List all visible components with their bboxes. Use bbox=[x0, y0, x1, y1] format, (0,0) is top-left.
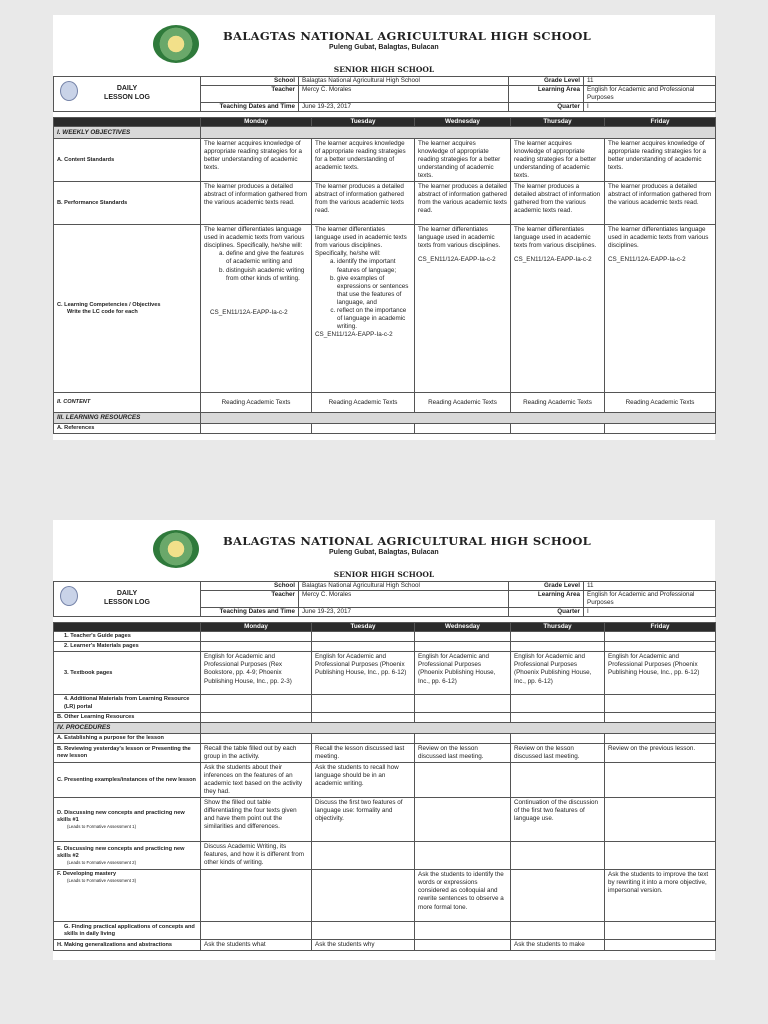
step-c-thu bbox=[511, 763, 605, 798]
step-e-sub: (Leads to Formative Assessment 2) bbox=[67, 860, 137, 866]
school-address: Puleng Gubat, Balagtas, Bulacan bbox=[329, 549, 439, 556]
info-table bbox=[53, 581, 716, 617]
procedures-table bbox=[53, 622, 716, 951]
objectives-table bbox=[53, 117, 716, 434]
performance-standards-fri: The learner produces a detailed abstract of information gathered from the various academic texts read. bbox=[605, 182, 716, 225]
step-h-mon: Ask the students what bbox=[201, 940, 312, 951]
quarter-value: I bbox=[584, 608, 716, 617]
list-item: a. identify the important features of language; bbox=[337, 258, 411, 274]
teacher-label: Teacher bbox=[201, 86, 299, 103]
content-standards-tue: The learner acquires knowledge of appropriate reading strategies for a better understanding of academic texts. bbox=[312, 139, 415, 182]
info-table bbox=[53, 76, 716, 112]
performance-standards-label: B. Performance Standards bbox=[54, 182, 201, 225]
table-cell bbox=[605, 733, 716, 743]
grade-label: Grade Level bbox=[509, 77, 584, 86]
weekly-objectives-heading: I. WEEKLY OBJECTIVES bbox=[54, 127, 201, 139]
area-value: English for Academic and Professional Purposes bbox=[584, 591, 716, 608]
table-cell bbox=[312, 733, 415, 743]
list-item: b. distinguish academic writing from other kinds of writing. bbox=[226, 267, 308, 283]
step-d-title: D. Discussing new concepts and practicing new skills #1 bbox=[57, 809, 185, 823]
table-cell bbox=[312, 712, 415, 722]
content-fri: Reading Academic Texts bbox=[605, 393, 716, 413]
day-header-row bbox=[54, 623, 716, 632]
quarter-label: Quarter bbox=[509, 103, 584, 112]
content-standards-mon: The learner acquires knowledge of appropriate reading strategies for a better understanding of academic texts. bbox=[201, 139, 312, 182]
division-title: SENIOR HIGH SCHOOL bbox=[333, 65, 435, 74]
table-cell bbox=[605, 642, 716, 652]
competencies-tue-list bbox=[315, 258, 411, 330]
teacher-label: Teacher bbox=[201, 591, 299, 608]
competencies-tue-code: CS_EN11/12A-EAPP-Ia-c-2 bbox=[315, 330, 393, 338]
dates-label: Teaching Dates and Time bbox=[201, 608, 299, 617]
table-cell bbox=[511, 642, 605, 652]
school-label: School bbox=[201, 77, 299, 86]
table-cell bbox=[201, 632, 312, 642]
grade-label: Grade Level bbox=[509, 582, 584, 591]
day-header-row bbox=[54, 118, 716, 127]
textbook-tue: English for Academic and Professional Purposes (Phoenix Publishing House, Inc., pp. 6-12) bbox=[312, 652, 415, 695]
competencies-fri-code: CS_EN11/12A-EAPP-Ia-c-2 bbox=[608, 256, 686, 264]
other-resources-label: B. Other Learning Resources bbox=[54, 712, 201, 722]
step-b-label: B. Reviewing yesterday's lesson or Presenting the new lesson bbox=[54, 744, 201, 763]
step-f-label bbox=[54, 870, 201, 922]
step-h-tue: Ask the students why bbox=[312, 940, 415, 951]
school-name: BALAGTAS NATIONAL AGRICULTURAL HIGH SCHOOL bbox=[223, 534, 592, 548]
day-header-blank bbox=[54, 623, 201, 632]
step-d-mon: Show the filled out table differentiating the four texts given and have them point out the similarities and differences. bbox=[201, 798, 312, 842]
table-cell bbox=[511, 922, 605, 940]
step-d-wed bbox=[415, 798, 511, 842]
references-mon bbox=[201, 424, 312, 434]
step-f-sub: (Leads to Formative Assessment 3) bbox=[67, 878, 137, 884]
competencies-fri-text: The learner differentiates language used in academic texts from various disciplines. bbox=[608, 226, 709, 250]
textbook-wed: English for Academic and Professional Purposes (Phoenix Publishing House, Inc., pp. 6-12) bbox=[415, 652, 511, 695]
learning-resources-heading: III. LEARNING RESOURCES bbox=[54, 413, 201, 424]
competencies-mon bbox=[201, 225, 312, 393]
day-friday: Friday bbox=[605, 118, 716, 127]
learners-materials-label: 2. Learner's Materials pages bbox=[54, 642, 201, 652]
school-seal-icon bbox=[153, 25, 199, 63]
step-f-fri: Ask the students to improve the text by rewriting it into a more objective, impersonal version. bbox=[605, 870, 716, 922]
step-b-fri: Review on the previous lesson. bbox=[605, 744, 716, 763]
day-wednesday: Wednesday bbox=[415, 118, 511, 127]
day-monday: Monday bbox=[201, 623, 312, 632]
table-cell bbox=[201, 642, 312, 652]
dll-title-line2: LESSON LOG bbox=[104, 94, 150, 102]
textbook-mon: English for Academic and Professional Purposes (Rex Bookstore, pp. 4-9; Phoenix Publishing House, Inc., pp. 2-3) bbox=[201, 652, 312, 695]
procedures-heading: IV. PROCEDURES bbox=[54, 722, 201, 733]
step-c-wed bbox=[415, 763, 511, 798]
step-c-fri bbox=[605, 763, 716, 798]
competencies-sublabel: Write the LC code for each bbox=[67, 308, 138, 315]
dates-value: June 19-23, 2017 bbox=[299, 608, 509, 617]
content-thu: Reading Academic Texts bbox=[511, 393, 605, 413]
day-tuesday: Tuesday bbox=[312, 118, 415, 127]
school-header bbox=[53, 15, 715, 67]
competencies-tue-intro: The learner differentiates language used in academic texts from various disciplines. Specifically, he/she will: bbox=[315, 226, 407, 258]
lesson-log-page-2 bbox=[53, 520, 715, 960]
day-header-blank bbox=[54, 118, 201, 127]
school-seal-icon bbox=[153, 530, 199, 568]
step-e-mon: Discuss Academic Writing, its features, and how it is different from other kinds of writing. bbox=[201, 842, 312, 870]
division-title: SENIOR HIGH SCHOOL bbox=[333, 570, 435, 579]
school-name: BALAGTAS NATIONAL AGRICULTURAL HIGH SCHOOL bbox=[223, 29, 592, 43]
area-label: Learning Area bbox=[509, 86, 584, 103]
step-h-fri bbox=[605, 940, 716, 951]
day-wednesday: Wednesday bbox=[415, 623, 511, 632]
step-e-label bbox=[54, 842, 201, 870]
competencies-tue bbox=[312, 225, 415, 393]
weekly-objectives-band bbox=[201, 127, 716, 139]
step-d-thu: Continuation of the discussion of the first two features of language use. bbox=[511, 798, 605, 842]
competencies-fri bbox=[605, 225, 716, 393]
procedures-band bbox=[201, 722, 716, 733]
step-e-fri bbox=[605, 842, 716, 870]
table-cell bbox=[201, 922, 312, 940]
step-f-wed: Ask the students to identify the words or expressions considered as colloquial and rewrite sentences to observe a more formal tone. bbox=[415, 870, 511, 922]
deped-seal-icon bbox=[60, 81, 78, 101]
competencies-wed-code: CS_EN11/12A-EAPP-Ia-c-2 bbox=[418, 256, 496, 264]
step-d-tue: Discuss the first two features of language use: formality and objectivity. bbox=[312, 798, 415, 842]
competencies-wed bbox=[415, 225, 511, 393]
references-thu bbox=[511, 424, 605, 434]
table-cell bbox=[511, 632, 605, 642]
textbook-fri: English for Academic and Professional Purposes (Phoenix Publishing House, Inc., pp. 6-12) bbox=[605, 652, 716, 695]
step-e-title: E. Discussing new concepts and practicing new skills #2 bbox=[57, 845, 185, 859]
teachers-guide-label: 1. Teacher's Guide pages bbox=[54, 632, 201, 642]
dates-value: June 19-23, 2017 bbox=[299, 103, 509, 112]
competencies-thu-code: CS_EN11/12A-EAPP-Ia-c-2 bbox=[514, 256, 592, 264]
dll-title-line1: DAILY bbox=[116, 85, 138, 93]
competencies-title: C. Learning Competencies / Objectives bbox=[57, 301, 161, 308]
area-label: Learning Area bbox=[509, 591, 584, 608]
table-cell bbox=[201, 712, 312, 722]
competencies-label bbox=[54, 225, 201, 393]
step-c-tue: Ask the students to recall how language should be in an academic writing. bbox=[312, 763, 415, 798]
step-b-mon: Recall the table filled out by each group in the activity. bbox=[201, 744, 312, 763]
table-cell bbox=[415, 632, 511, 642]
competencies-mon-intro: The learner differentiates language used in academic texts from various disciplines. Specifically, he/she will: bbox=[204, 226, 305, 250]
table-cell bbox=[415, 922, 511, 940]
step-e-thu bbox=[511, 842, 605, 870]
table-cell bbox=[511, 695, 605, 712]
references-tue bbox=[312, 424, 415, 434]
step-h-label: H. Making generalizations and abstractions bbox=[54, 940, 201, 951]
step-b-tue: Recall the lesson discussed last meeting. bbox=[312, 744, 415, 763]
competencies-thu-text: The learner differentiates language used in academic texts from various disciplines. bbox=[514, 226, 597, 250]
dll-title bbox=[54, 77, 201, 112]
table-cell bbox=[511, 733, 605, 743]
content-mon: Reading Academic Texts bbox=[201, 393, 312, 413]
table-cell bbox=[415, 712, 511, 722]
table-cell bbox=[605, 712, 716, 722]
table-cell bbox=[605, 695, 716, 712]
table-cell bbox=[415, 733, 511, 743]
dll-title-line1: DAILY bbox=[116, 590, 138, 598]
performance-standards-wed: The learner produces a detailed abstract of information gathered from the various academic texts read. bbox=[415, 182, 511, 225]
quarter-label: Quarter bbox=[509, 608, 584, 617]
content-standards-wed: The learner acquires knowledge of appropriate reading strategies for a better understanding of academic texts. bbox=[415, 139, 511, 182]
step-h-thu: Ask the students to make bbox=[511, 940, 605, 951]
content-standards-fri: The learner acquires knowledge of appropriate reading strategies for a better understanding of academic texts. bbox=[605, 139, 716, 182]
additional-materials-label: 4. Additional Materials from Learning Resource (LR) portal bbox=[54, 695, 201, 712]
table-cell bbox=[511, 712, 605, 722]
school-value: Balagtas National Agricultural High School bbox=[299, 582, 509, 591]
day-monday: Monday bbox=[201, 118, 312, 127]
step-h-wed bbox=[415, 940, 511, 951]
content-tue: Reading Academic Texts bbox=[312, 393, 415, 413]
teacher-value: Mercy C. Morales bbox=[299, 86, 509, 103]
list-item: c. reflect on the importance of language in academic writing. bbox=[337, 307, 411, 331]
table-cell bbox=[201, 695, 312, 712]
table-cell bbox=[415, 642, 511, 652]
textbook-label: 3. Textbook pages bbox=[54, 652, 201, 695]
step-g-label: G. Finding practical applications of concepts and skills in daily living bbox=[54, 922, 201, 940]
step-b-wed: Review on the lesson discussed last meeting. bbox=[415, 744, 511, 763]
competencies-thu bbox=[511, 225, 605, 393]
step-e-wed bbox=[415, 842, 511, 870]
step-b-thu: Review on the lesson discussed last meeting. bbox=[511, 744, 605, 763]
step-d-label bbox=[54, 798, 201, 842]
references-wed bbox=[415, 424, 511, 434]
table-cell bbox=[605, 922, 716, 940]
learning-resources-band bbox=[201, 413, 716, 424]
list-item: a. define and give the features of academic writing and bbox=[226, 250, 308, 266]
school-header bbox=[53, 520, 715, 572]
references-label: A. References bbox=[54, 424, 201, 434]
dll-title bbox=[54, 582, 201, 617]
step-f-mon bbox=[201, 870, 312, 922]
dates-label: Teaching Dates and Time bbox=[201, 103, 299, 112]
school-label: School bbox=[201, 582, 299, 591]
table-cell bbox=[312, 642, 415, 652]
deped-seal-icon bbox=[60, 586, 78, 606]
area-value: English for Academic and Professional Purposes bbox=[584, 86, 716, 103]
list-item: b. give examples of expressions or sentences that use the features of language, and bbox=[337, 275, 411, 307]
competencies-mon-code: CS_EN11/12A-EAPP-Ia-c-2 bbox=[210, 308, 288, 316]
day-tuesday: Tuesday bbox=[312, 623, 415, 632]
step-e-tue bbox=[312, 842, 415, 870]
content-wed: Reading Academic Texts bbox=[415, 393, 511, 413]
grade-value: 11 bbox=[584, 582, 716, 591]
step-c-mon: Ask the students about their inferences on the features of an academic text based on the activity they had. bbox=[201, 763, 312, 798]
day-thursday: Thursday bbox=[511, 118, 605, 127]
table-cell bbox=[201, 733, 312, 743]
table-cell bbox=[605, 632, 716, 642]
table-cell bbox=[312, 632, 415, 642]
content-standards-thu: The learner acquires knowledge of appropriate reading strategies for a better understanding of academic texts. bbox=[511, 139, 605, 182]
step-d-fri bbox=[605, 798, 716, 842]
grade-value: 11 bbox=[584, 77, 716, 86]
textbook-thu: English for Academic and Professional Purposes (Phoenix Publishing House, Inc., pp. 6-12) bbox=[511, 652, 605, 695]
school-address: Puleng Gubat, Balagtas, Bulacan bbox=[329, 44, 439, 51]
table-cell bbox=[312, 695, 415, 712]
dll-title-line2: LESSON LOG bbox=[104, 599, 150, 607]
step-a-label: A. Establishing a purpose for the lesson bbox=[54, 733, 201, 743]
performance-standards-mon: The learner produces a detailed abstract of information gathered from the various academic texts read. bbox=[201, 182, 312, 225]
content-label: II. CONTENT bbox=[54, 393, 201, 413]
lesson-log-page-1 bbox=[53, 15, 715, 440]
table-cell bbox=[415, 695, 511, 712]
school-value: Balagtas National Agricultural High School bbox=[299, 77, 509, 86]
quarter-value: I bbox=[584, 103, 716, 112]
day-thursday: Thursday bbox=[511, 623, 605, 632]
content-standards-label: A. Content Standards bbox=[54, 139, 201, 182]
step-f-title: F. Developing mastery bbox=[57, 871, 117, 878]
step-f-thu bbox=[511, 870, 605, 922]
step-c-label: C. Presenting examples/instances of the new lesson bbox=[54, 763, 201, 798]
step-f-tue bbox=[312, 870, 415, 922]
performance-standards-tue: The learner produces a detailed abstract of information gathered from the various academic texts read. bbox=[312, 182, 415, 225]
teacher-value: Mercy C. Morales bbox=[299, 591, 509, 608]
competencies-mon-list bbox=[204, 250, 308, 282]
step-d-sub: (Leads to Formative Assessment 1) bbox=[67, 824, 137, 830]
references-fri bbox=[605, 424, 716, 434]
day-friday: Friday bbox=[605, 623, 716, 632]
performance-standards-thu: The learner produces a detailed abstract of information gathered from the various academic texts read. bbox=[511, 182, 605, 225]
competencies-wed-text: The learner differentiates language used in academic texts from various disciplines. bbox=[418, 226, 501, 250]
table-cell bbox=[312, 922, 415, 940]
